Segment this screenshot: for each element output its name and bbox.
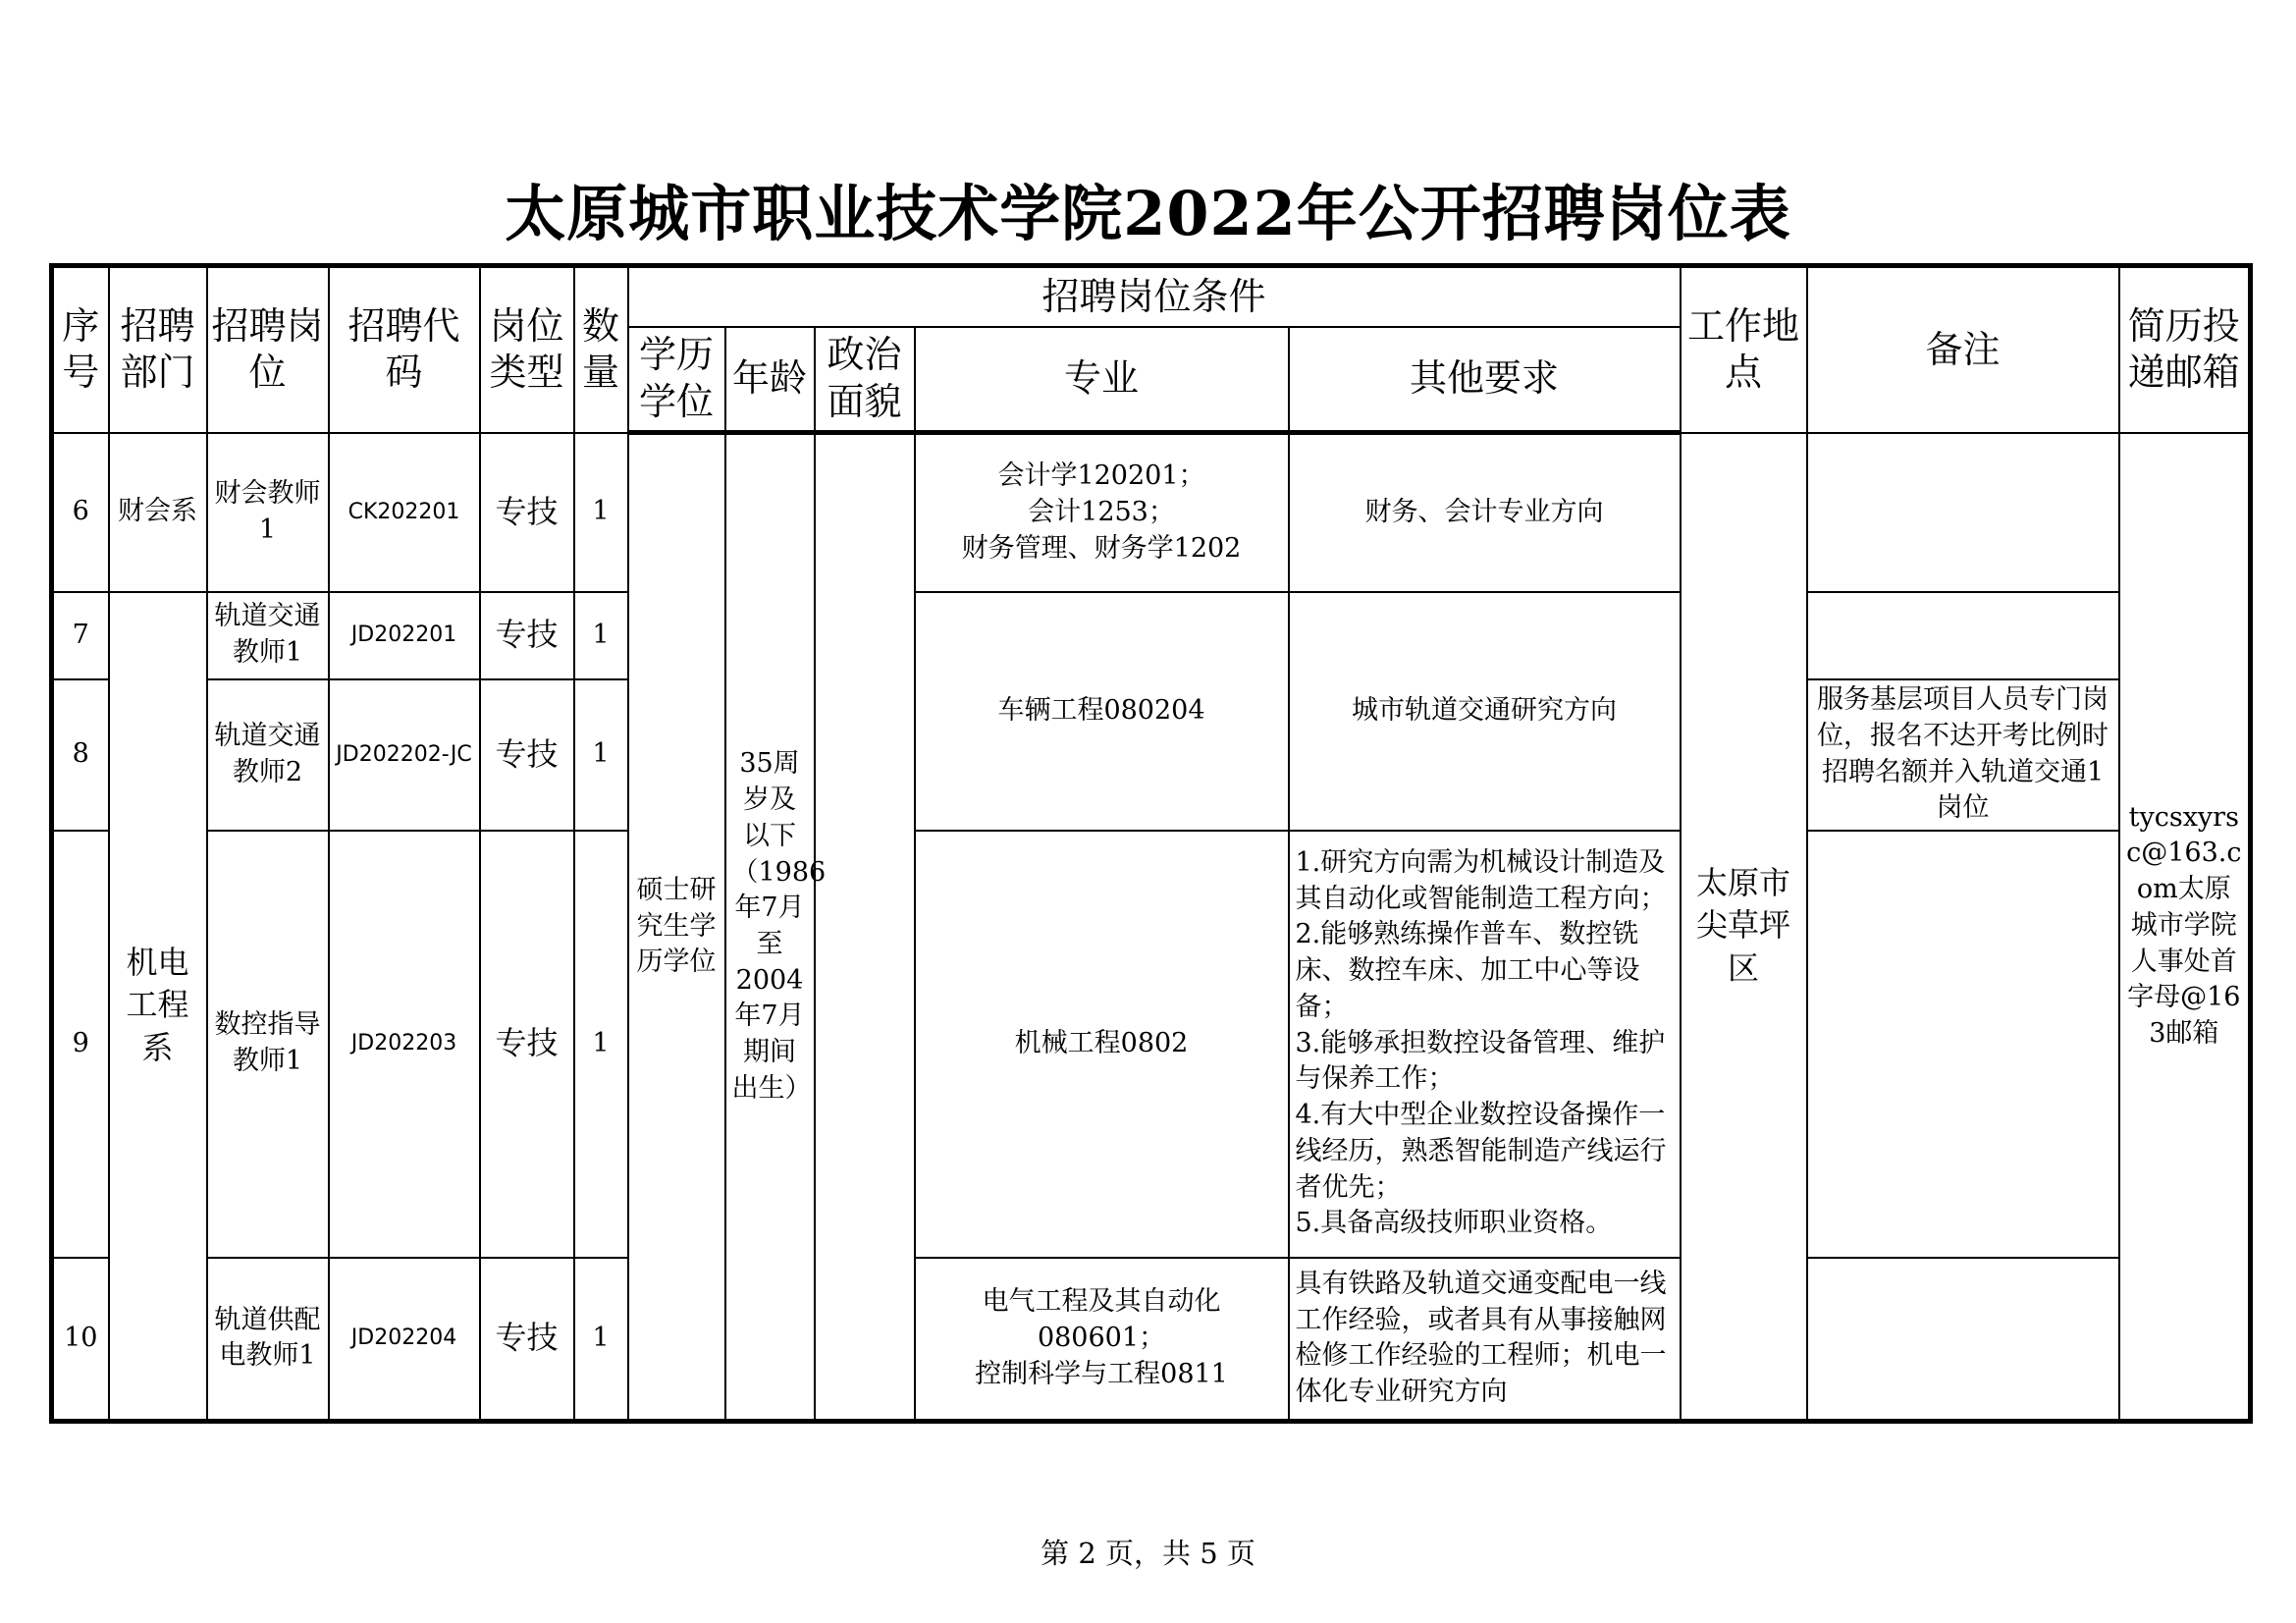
type-cell: 专技 [480,592,574,679]
major-cell [915,433,1289,592]
recruitment-table [49,263,2253,1424]
header-code: 招聘代码 [329,266,480,433]
type-cell: 专技 [480,831,574,1258]
requirement-item: 5.具备高级技师职业资格。 [1295,1208,1613,1239]
major-line: 财务管理、财务学1202 [961,532,1242,564]
post-cell: 轨道供配电教师1 [207,1258,329,1422]
remark-cell [1807,592,2119,679]
page-footer: 第 2 页，共 5 页 [1041,1537,1255,1570]
remark-cell: 服务基层项目人员专门岗位，报名不达开考比例时招聘名额并入轨道交通1岗位 [1807,679,2119,831]
count-cell: 1 [574,679,628,831]
header-dept: 招聘部门 [109,266,207,433]
requirement-item: 3.能够承担数控设备管理、维护与保养工作； [1295,1027,1666,1095]
code-cell: JD202203 [329,831,480,1258]
major-line: 会计学120201； [997,460,1205,492]
remark-cell [1807,433,2119,592]
count-cell: 1 [574,1258,628,1422]
seq-cell: 6 [52,433,109,592]
age-cell: 35周岁及以下（1986年7月至2004年7月期间出生） [725,433,815,1422]
seq-cell: 9 [52,831,109,1258]
major-cell [915,1258,1289,1422]
header-email: 简历投递邮箱 [2119,266,2251,433]
header-politics: 政治面貌 [815,327,915,433]
header-age: 年龄 [725,327,815,433]
count-cell: 1 [574,592,628,679]
code-cell: CK202201 [329,433,480,592]
other-cell [1289,831,1681,1258]
table-row [52,592,2251,679]
requirement-item: 1.研究方向需为机械设计制造及其自动化或智能制造工程方向； [1295,847,1667,914]
major-cell: 机械工程0802 [915,831,1289,1258]
code-cell: JD202201 [329,592,480,679]
location-cell: 太原市尖草坪区 [1681,433,1807,1422]
page-title: 太原城市职业技术学院2022年公开招聘岗位表 [505,178,1791,249]
major-line: 电气工程及其自动化080601； [982,1286,1221,1353]
header-other: 其他要求 [1289,327,1681,433]
type-cell: 专技 [480,1258,574,1422]
header-count: 数量 [574,266,628,433]
header-edu: 学历学位 [628,327,725,433]
other-cell: 城市轨道交通研究方向 [1289,592,1681,831]
requirement-item: 2.能够熟练操作普车、数控铣床、数控车床、加工中心等设备； [1295,919,1640,1022]
header-remark: 备注 [1807,266,2119,433]
other-cell: 财务、会计专业方向 [1289,433,1681,592]
type-cell: 专技 [480,679,574,831]
politics-cell [815,433,915,1422]
code-cell: JD202204 [329,1258,480,1422]
table-row [52,831,2251,1258]
header-type: 岗位类型 [480,266,574,433]
post-cell: 轨道交通教师2 [207,679,329,831]
seq-cell: 10 [52,1258,109,1422]
count-cell: 1 [574,831,628,1258]
email-cell: tycsxyrsc@163.com太原城市学院人事处首字母@163邮箱 [2119,433,2251,1422]
seq-cell: 8 [52,679,109,831]
post-cell: 轨道交通教师1 [207,592,329,679]
seq-cell: 7 [52,592,109,679]
other-cell: 具有铁路及轨道交通变配电一线工作经验，或者具有从事接触网检修工作经验的工程师；机电一体化专业研究方向 [1289,1258,1681,1422]
dept-cell: 财会系 [109,433,207,592]
count-cell: 1 [574,433,628,592]
header-seq: 序号 [52,266,109,433]
major-line: 控制科学与工程0811 [975,1358,1228,1389]
major-cell: 车辆工程080204 [915,592,1289,831]
header-location: 工作地点 [1681,266,1807,433]
table-row [52,433,2251,592]
header-major: 专业 [915,327,1289,433]
type-cell: 专技 [480,433,574,592]
requirement-item: 4.有大中型企业数控设备操作一线经历，熟悉智能制造产线运行者优先； [1295,1100,1667,1203]
header-post: 招聘岗位 [207,266,329,433]
header-conditions: 招聘岗位条件 [628,266,1681,327]
edu-cell: 硕士研究生学历学位 [628,433,725,1422]
remark-cell [1807,1258,2119,1422]
dept-cell: 机电工程系 [109,592,207,1422]
table-row [52,1258,2251,1422]
post-cell: 财会教师1 [207,433,329,592]
major-line: 会计1253； [1028,496,1175,527]
post-cell: 数控指导教师1 [207,831,329,1258]
code-cell: JD202202-JC [329,679,480,831]
remark-cell [1807,831,2119,1258]
